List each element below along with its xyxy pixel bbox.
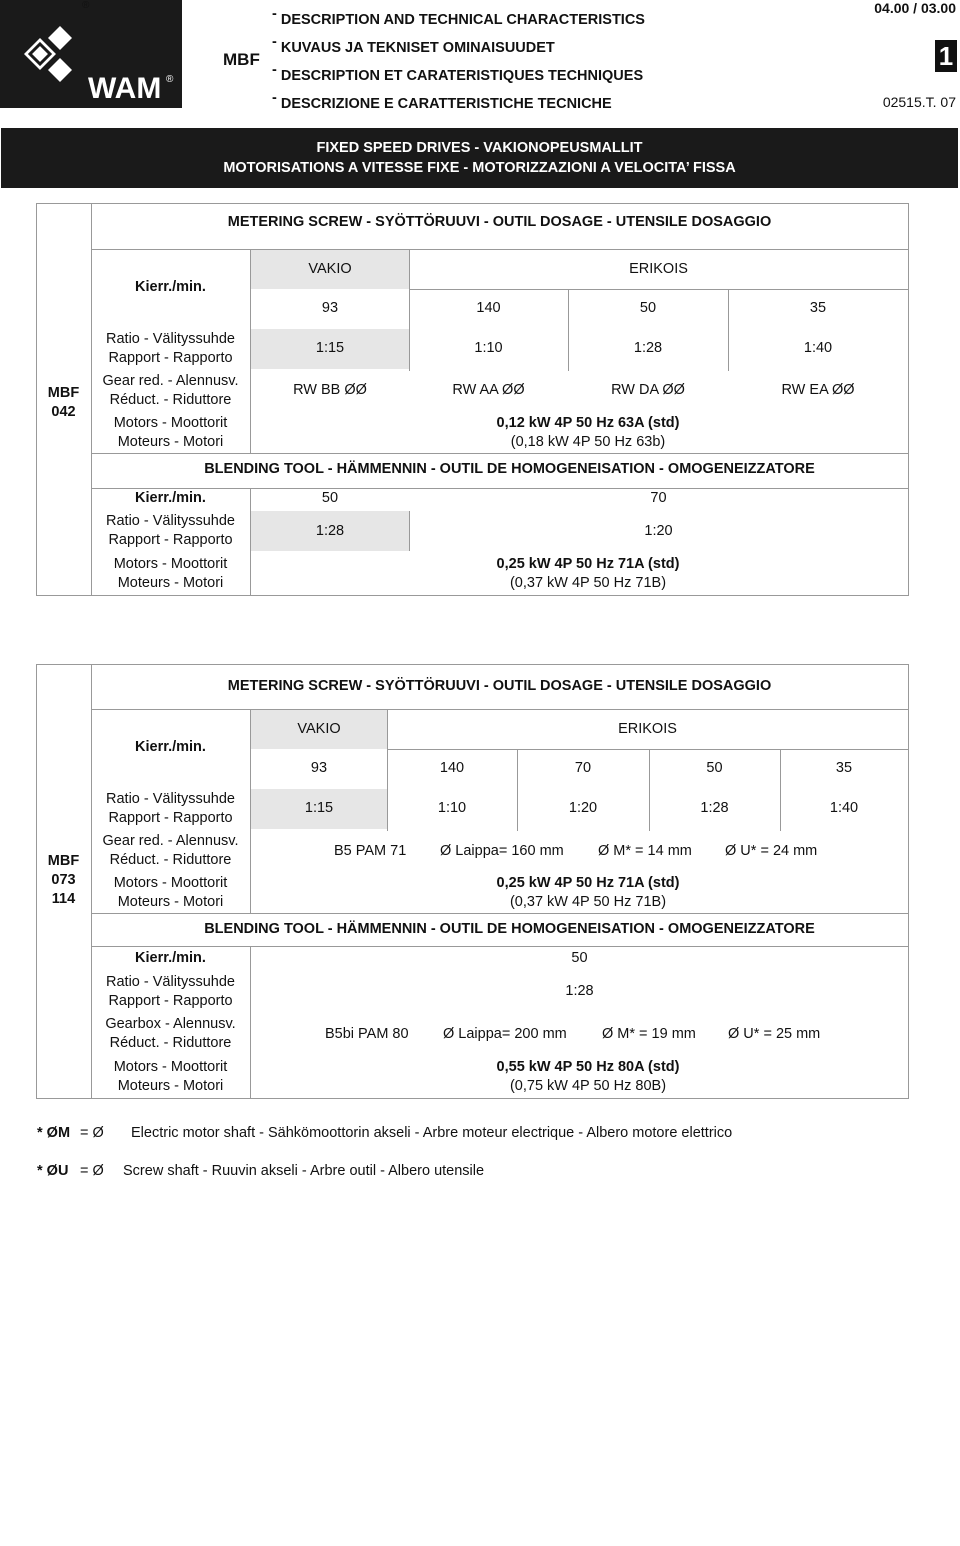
metering-header: METERING SCREW - SYÖTTÖRUUVI - OUTIL DOSAGE - UTENSILE DOSAGGIO xyxy=(227,678,772,694)
model-size: 114 xyxy=(51,891,76,907)
speed-value: 93 xyxy=(310,760,328,776)
blending-header: BLENDING TOOL - HÄMMENNIN - OUTIL DE HOMOGENEISATION - OMOGENEIZZATORE xyxy=(204,461,815,477)
speed-label: Kierr./min. xyxy=(135,950,206,966)
motor-value: (0,37 kW 4P 50 Hz 71B) xyxy=(509,894,667,910)
model-size: 042 xyxy=(51,404,76,420)
ratio-value: 1:28 xyxy=(700,800,729,816)
motor-value: 0,55 kW 4P 50 Hz 80A (std) xyxy=(496,1059,680,1075)
issue-date: 04.00 / 03.00 xyxy=(874,0,956,16)
motors-label: Moteurs - Motori xyxy=(117,434,224,450)
blending-header: BLENDING TOOL - HÄMMENNIN - OUTIL DE HOMOGENEISATION - OMOGENEIZZATORE xyxy=(204,921,815,937)
speed-value: 70 xyxy=(650,490,667,506)
wam-logo xyxy=(0,0,182,108)
gear-value: RW BB ØØ xyxy=(293,382,367,398)
motors-label: Moteurs - Motori xyxy=(117,1078,224,1094)
model-mbf: MBF xyxy=(47,853,80,869)
ratio-label: Rapport - Rapporto xyxy=(108,350,233,366)
motors-label: Motors - Moottorit xyxy=(113,1059,228,1075)
gear-flange-diameter: Ø Laippa= 200 mm xyxy=(443,1026,567,1042)
ratio-value: 1:28 xyxy=(633,340,663,356)
motor-value: 0,25 kW 4P 50 Hz 71A (std) xyxy=(496,875,680,891)
gear-label: Réduct. - Riduttore xyxy=(109,392,232,408)
gear-screw-shaft: Ø U* = 24 mm xyxy=(725,843,818,859)
speed-label: Kierr./min. xyxy=(135,490,206,506)
gear-value: RW EA ØØ xyxy=(781,382,855,398)
ratio-value: 1:20 xyxy=(644,523,673,539)
motor-value: (0,18 kW 4P 50 Hz 63b) xyxy=(510,434,666,450)
model-size: 073 xyxy=(51,872,76,888)
speed-value: 140 xyxy=(439,760,465,776)
product-code: MBF xyxy=(223,50,260,69)
gear-label: Gearbox - Alennusv. xyxy=(105,1016,236,1032)
banner-line-2: MOTORISATIONS A VITESSE FIXE - MOTORIZZAZIONI A VELOCITA’ FISSA xyxy=(223,160,736,176)
gear-flange-diameter: Ø Laippa= 160 mm xyxy=(440,843,564,859)
model-mbf: MBF xyxy=(47,385,80,401)
gear-label: Gear red. - Alennusv. xyxy=(102,373,239,389)
footnote-key: * ØU xyxy=(37,1163,69,1179)
section-banner xyxy=(1,128,958,188)
svg-text:®: ® xyxy=(166,74,174,85)
speed-value: 70 xyxy=(574,760,592,776)
footnote-eq: = Ø xyxy=(80,1163,104,1179)
brand-text: WAM xyxy=(88,72,162,105)
gear-label: Gear red. - Alennusv. xyxy=(102,833,239,849)
speed-value: 35 xyxy=(835,760,853,776)
vakio-label: VAKIO xyxy=(297,721,341,737)
speed-value: 50 xyxy=(321,490,339,506)
footnote-key: * ØM xyxy=(37,1125,71,1141)
motors-label: Moteurs - Motori xyxy=(117,575,224,591)
header-title-it: - DESCRIZIONE E CARATTERISTICHE TECNICHE xyxy=(272,90,645,118)
banner-line-1: FIXED SPEED DRIVES - VAKIONOPEUSMALLIT xyxy=(316,140,643,156)
motor-value: 0,25 kW 4P 50 Hz 71A (std) xyxy=(496,556,680,572)
erikois-label: ERIKOIS xyxy=(618,721,677,737)
gear-label: Réduct. - Riduttore xyxy=(109,1035,232,1051)
gear-motor-shaft: Ø M* = 19 mm xyxy=(602,1026,696,1042)
motors-label: Motors - Moottorit xyxy=(113,875,228,891)
motors-label: Moteurs - Motori xyxy=(117,894,224,910)
ratio-label: Ratio - Välityssuhde xyxy=(106,791,235,807)
header-titles xyxy=(272,6,645,118)
speed-value: 50 xyxy=(571,950,588,966)
ratio-label: Ratio - Välityssuhde xyxy=(106,974,235,990)
ratio-value: 1:10 xyxy=(437,800,467,816)
ratio-value: 1:28 xyxy=(565,983,594,999)
document-code: 02515.T. 07 xyxy=(882,94,956,110)
ratio-label: Rapport - Rapporto xyxy=(108,993,233,1009)
motors-label: Motors - Moottorit xyxy=(113,556,228,572)
ratio-value: 1:20 xyxy=(568,800,598,816)
speed-value: 93 xyxy=(321,300,339,316)
gear-value: RW AA ØØ xyxy=(452,382,525,398)
registered-mark: ® xyxy=(82,0,90,11)
header-title-fr: - DESCRIPTION ET CARATERISTIQUES TECHNIQUES xyxy=(272,62,645,90)
gear-motor-shaft: Ø M* = 14 mm xyxy=(598,843,692,859)
ratio-label: Rapport - Rapporto xyxy=(108,532,233,548)
gear-flange: B5bi PAM 80 xyxy=(325,1026,409,1042)
speed-value: 140 xyxy=(476,300,501,316)
gear-label: Réduct. - Riduttore xyxy=(109,852,232,868)
ratio-value: 1:28 xyxy=(315,523,345,539)
header-title-en: - DESCRIPTION AND TECHNICAL CHARACTERISTICS xyxy=(272,6,645,34)
speed-value: 50 xyxy=(706,760,723,776)
ratio-value: 1:15 xyxy=(315,340,345,356)
ratio-value: 1:15 xyxy=(304,800,334,816)
speed-label: Kierr./min. xyxy=(135,739,206,755)
motors-label: Motors - Moottorit xyxy=(113,415,228,431)
ratio-value: 1:40 xyxy=(829,800,859,816)
ratio-label: Ratio - Välityssuhde xyxy=(106,513,235,529)
ratio-value: 1:40 xyxy=(803,340,833,356)
gear-screw-shaft: Ø U* = 25 mm xyxy=(728,1026,821,1042)
speed-value: 35 xyxy=(809,300,827,316)
speed-label: Kierr./min. xyxy=(135,279,206,295)
page-number: 1 xyxy=(935,40,957,72)
erikois-label: ERIKOIS xyxy=(629,261,688,277)
motor-value: (0,37 kW 4P 50 Hz 71B) xyxy=(509,575,667,591)
gear-flange: B5 PAM 71 xyxy=(334,843,407,859)
gear-value: RW DA ØØ xyxy=(611,382,685,398)
vakio-label: VAKIO xyxy=(308,261,352,277)
motor-value: (0,75 kW 4P 50 Hz 80B) xyxy=(509,1078,667,1094)
footnote-text: Electric motor shaft - Sähkömoottorin akseli - Arbre moteur electrique - Albero motore elettrico xyxy=(131,1125,733,1141)
footnote-text: Screw shaft - Ruuvin akseli - Arbre outil - Albero utensile xyxy=(123,1163,485,1179)
footnote-eq: = Ø xyxy=(80,1125,104,1141)
ratio-label: Ratio - Välityssuhde xyxy=(106,331,235,347)
motor-value: 0,12 kW 4P 50 Hz 63A (std) xyxy=(496,415,680,431)
header-title-fi: - KUVAUS JA TEKNISET OMINAISUUDET xyxy=(272,34,645,62)
ratio-label: Rapport - Rapporto xyxy=(108,810,233,826)
metering-header: METERING SCREW - SYÖTTÖRUUVI - OUTIL DOSAGE - UTENSILE DOSAGGIO xyxy=(227,214,772,230)
speed-value: 50 xyxy=(639,300,657,316)
ratio-value: 1:10 xyxy=(474,340,503,356)
